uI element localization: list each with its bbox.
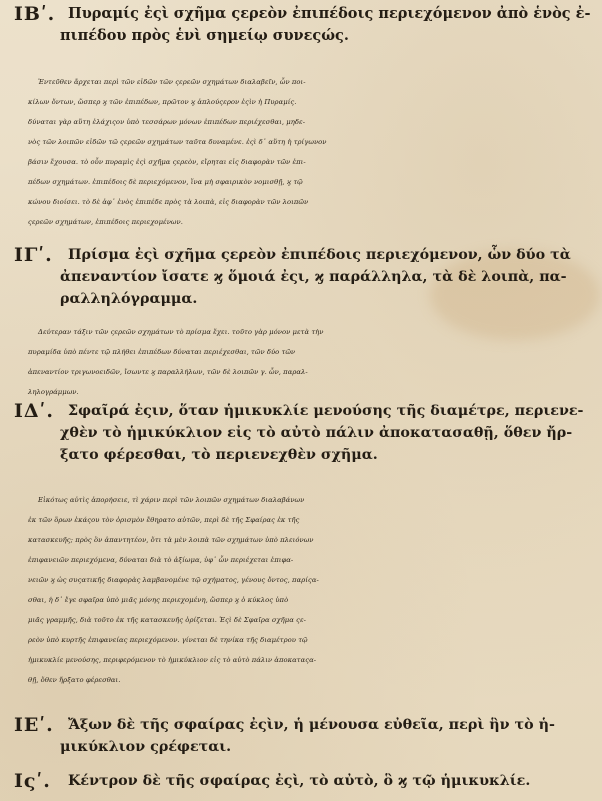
definition-number: ΙΔʹ. bbox=[14, 400, 54, 422]
definition-16 bbox=[0, 770, 602, 792]
commentary-line: κώνου διοίσει. τὸ δὲ ἀφ᾽ ἑνὸς ἐπιπέδε πρὸς τὰ λοιπὰ, εἰς διαφορὰν τῶν λοιπῶν bbox=[28, 198, 309, 206]
definition-16-text bbox=[0, 770, 602, 792]
commentary-line: μιᾶς γραμμῆς, διὰ τοῦτο ἐκ τῆς κατασκευῆς ὁρίζεται. Ἐςὶ δὲ Σφαῖρα σχῆμα ςε- bbox=[28, 616, 307, 624]
commentary-line: πέδων σχημάτων. ἐπιπέδοις δὲ περιεχόμενον, ἵνα μὴ σφαιρικὸν νομισθῇ, ϗ τῷ bbox=[28, 178, 303, 186]
commentary-line: Δεύτεραν τάξιν τῶν ςερεῶν σχημάτων τὸ πρίσμα ἔχει. τοῦτο γὰρ μόνον μετὰ τὴν bbox=[38, 328, 324, 336]
definition-14-text bbox=[0, 400, 602, 466]
commentary-line: ςερεῶν σχημάτων, ἐπιπέδοις περιεχομένων. bbox=[28, 218, 183, 226]
commentary-line: κίλων ὄντων, ὥσπερ ϗ τῶν ἐπιπέδων, πρῶτον ϗ ἁπλούςερον ἐςὶν ἡ Πυραμίς. bbox=[28, 98, 297, 106]
commentary-line: βάσιν ἔχουσα. τὸ οὖν πυραμὶς ἐςὶ σχῆμα ςερεὸν, εἴρηται εἰς διαφορὰν τῶν ἐπι- bbox=[28, 158, 306, 166]
definition-line: Πρίσμα ἐςὶ σχῆμα ςερεὸν ἐπιπέδοις περιεχόμενον, ὧν δύο τὰ bbox=[68, 247, 571, 263]
definition-line: Ἄξων δὲ τῆς σφαίρας ἐςὶν, ἡ μένουσα εὐθεῖα, περὶ ἣν τὸ ἡ- bbox=[68, 717, 555, 733]
commentary-14 bbox=[0, 490, 602, 690]
definition-line: ἀπεναντίον ἴσατε ϗ ὅμοιά ἐςι, ϗ παράλληλα, τὰ δὲ λοιπὰ, πα- bbox=[60, 269, 567, 285]
definition-13-text bbox=[0, 244, 602, 310]
definition-line: μικύκλιον ςρέφεται. bbox=[60, 739, 232, 755]
definition-line: Κέντρον δὲ τῆς σφαίρας ἐςὶ, τὸ αὐτὸ, ὃ ϗ τῷ ἡμικυκλίε. bbox=[68, 773, 531, 789]
commentary-line: κατασκευῆς; πρὸς ὃν ἀπαντητέον, ὅτι τὰ μὲν λοιπὰ τῶν σχημάτων ὑπὸ πλειόνων bbox=[28, 536, 314, 544]
commentary-line: δύναται γὰρ αὕτη ἐλάχιςον ὑπὸ τεσσάρων μόνων ἐπιπέδων περιέχεσθαι, μηδε- bbox=[28, 118, 306, 126]
commentary-line: σθαι, ἡ δ᾽ ἔγε σφαῖρα ὑπὸ μιᾶς μόνης περιεχομένη, ὥσπερ ϗ ὁ κύκλος ὑπὸ bbox=[28, 596, 289, 604]
commentary-line: ἀπεναντίον τριγωνοειδῶν, ἴσωντε ϗ παραλλήλων, τῶν δὲ λοιπῶν γ. ὧν, παραλ- bbox=[28, 368, 308, 376]
commentary-line: ἐπιφανειῶν περιεχόμενα, δύναται διὰ τὸ ἀξίωμα, ὑφ᾽ ὧν περιέχεται ἐπιφα- bbox=[28, 556, 294, 564]
definition-number: ΙΒʹ. bbox=[14, 3, 56, 25]
definition-15 bbox=[0, 714, 602, 758]
commentary-line: ἐκ τῶν ὅρων ἑκάςου τὸν ὁρισμὸν ἔθηρατο αὐτῶν, περὶ δὲ τῆς Σφαίρας ἐκ τῆς bbox=[28, 516, 300, 524]
commentary-line: ληλογράμμων. bbox=[28, 388, 79, 396]
definition-13 bbox=[0, 244, 602, 310]
definition-number: ΙΓʹ. bbox=[14, 244, 53, 266]
definition-number: Ιςʹ. bbox=[14, 770, 51, 792]
definition-12-text bbox=[0, 3, 602, 47]
definition-12 bbox=[0, 3, 602, 47]
commentary-line: νὸς τῶν λοιπῶν εἰδῶν τῶ ςερεῶν σχημάτων ταῦτα δυναμένε. ἐςὶ δ᾽ αὕτη ἡ τρίγωνον bbox=[28, 138, 327, 146]
definition-number: ΙΕʹ. bbox=[14, 714, 54, 736]
commentary-line: ρεὸν ὑπὸ κυρτῆς ἐπιφανείας περιεχόμενον. γίνεται δὲ τηνίκα τῆς διαμέτρου τῷ bbox=[28, 636, 308, 644]
commentary-13 bbox=[0, 322, 602, 402]
commentary-line: νειῶν ϗ ὡς συςατικῆς διαφορὰς λαμβανομένε τῷ σχήματος, γένους ὄντος, παρίςα- bbox=[28, 576, 319, 584]
commentary-line: θῇ, ὅθεν ἤρξατο φέρεσθαι. bbox=[28, 676, 121, 684]
definition-line: Πυραμίς ἐςὶ σχῆμα ςερεὸν ἐπιπέδοις περιεχόμενον ἀπὸ ἑνὸς ἐ- bbox=[68, 5, 591, 22]
commentary-line: ἡμικυκλίε μενούσης, περιφερόμενον τὸ ἡμικύκλιον εἰς τὸ αὐτὸ πάλιν ἀποκαταςα- bbox=[28, 656, 317, 664]
definition-line: ξατο φέρεσθαι, τὸ περιενεχθὲν σχῆμα. bbox=[60, 447, 378, 463]
definition-line: Σφαῖρά ἐςιν, ὅταν ἡμικυκλίε μενούσης τῆς διαμέτρε, περιενε- bbox=[68, 403, 584, 419]
definition-15-text bbox=[0, 714, 602, 758]
definition-line: ραλληλόγραμμα. bbox=[60, 291, 198, 307]
definition-14 bbox=[0, 400, 602, 466]
commentary-line: Ἐντεῦθεν ἄρχεται περὶ τῶν εἰδῶν τῶν ςερεῶν σχημάτων διαλαβεῖν, ὧν ποι- bbox=[38, 78, 306, 86]
definition-line: χθὲν τὸ ἡμικύκλιον εἰς τὸ αὐτὸ πάλιν ἀποκατασαθῇ, ὅθεν ἤρ- bbox=[60, 425, 573, 441]
commentary-line: Εἰκότως αὐτὶς ἀπορήσειε, τὶ χάριν περὶ τῶν λοιπῶν σχημάτων διαλαβάνων bbox=[38, 496, 305, 504]
commentary-line: πυραμίδα ὑπὸ πέντε τῷ πλήθει ἐπιπέδων δύναται περιέχεσθαι, τῶν δύο τῶν bbox=[28, 348, 296, 356]
commentary-12 bbox=[0, 72, 602, 232]
definition-line: πιπέδου πρὸς ἑνὶ σημείῳ συνεςώς. bbox=[60, 27, 349, 44]
